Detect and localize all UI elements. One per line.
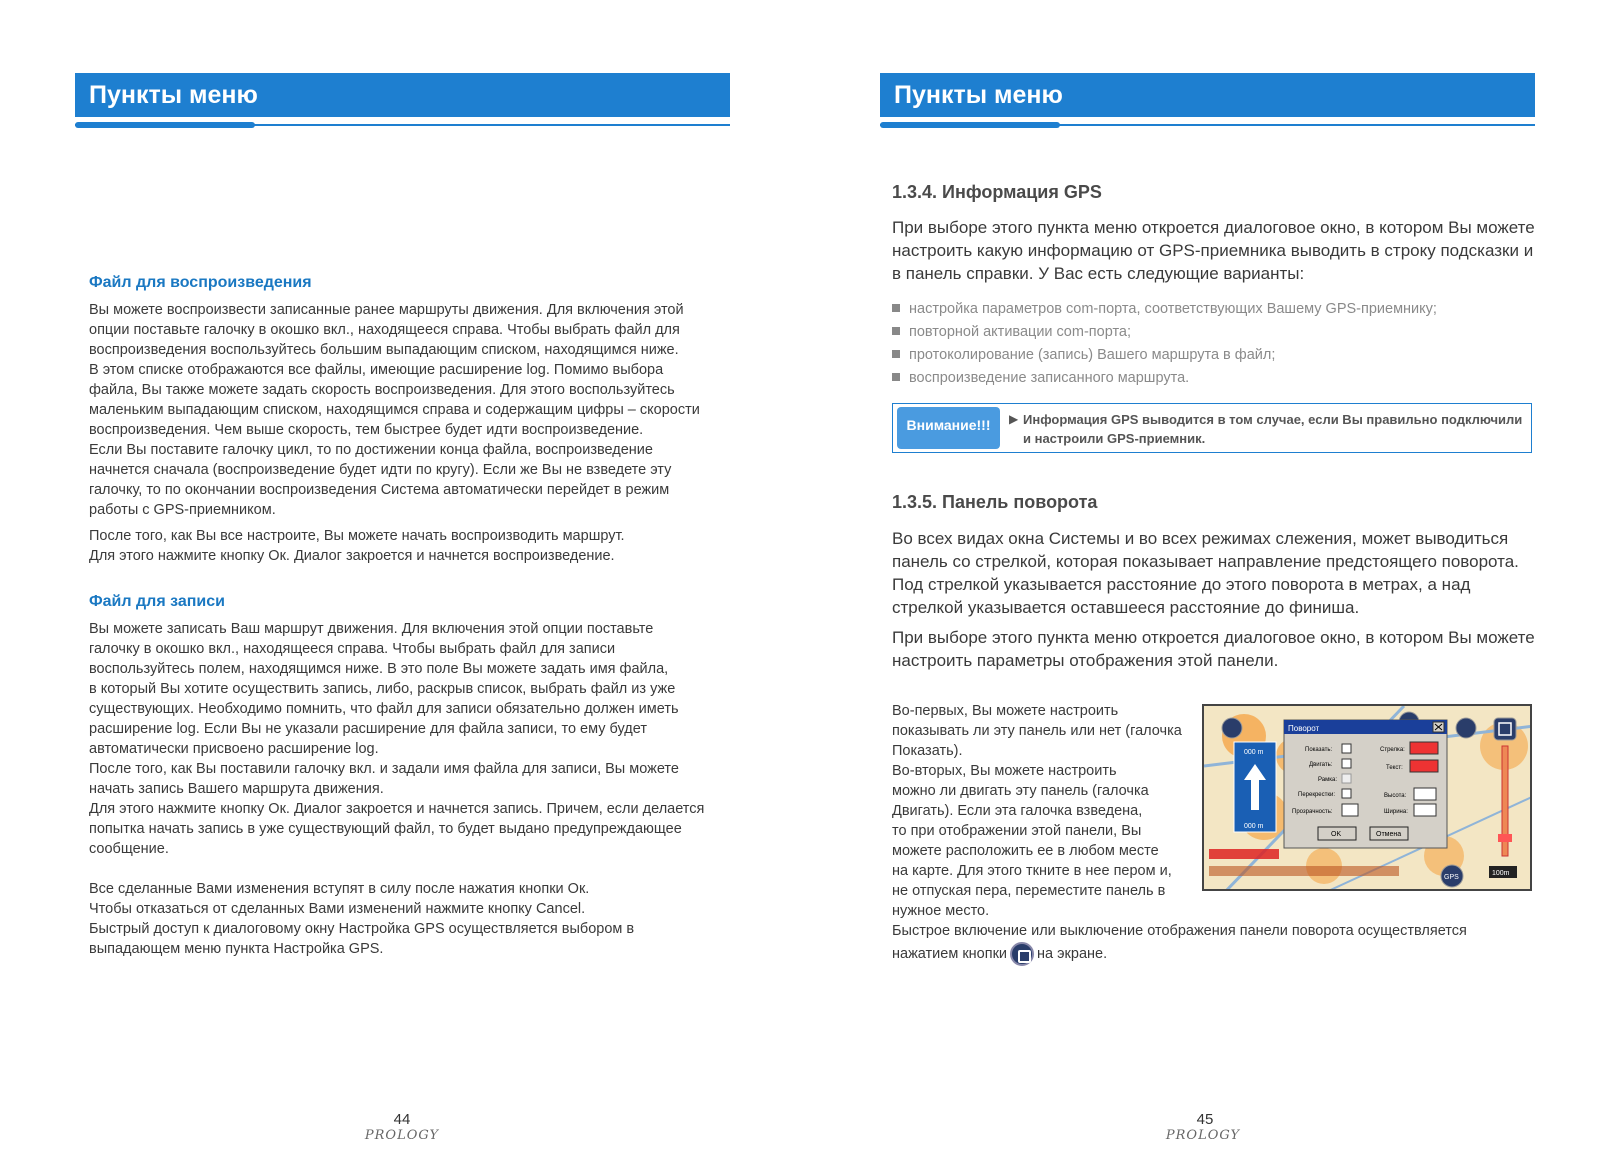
- gps-section-heading: 1.3.4. Информация GPS: [892, 182, 1102, 202]
- bullet-square-icon: [892, 304, 900, 312]
- text-line: можете расположить ее в любом месте: [892, 843, 1159, 859]
- attention-text: Информация GPS выводится в том случае, если Вы правильно подключили и настроили GPS-приемник.: [1023, 412, 1523, 446]
- scale-label: 100m: [1492, 870, 1510, 877]
- text-line: настроить параметры отображения этой панели.: [892, 651, 1279, 670]
- turn-section-heading: 1.3.5. Панель поворота: [892, 492, 1098, 512]
- text-line: Вы можете воспроизвести записанные ранее маршруты движения. Для включения этой: [89, 302, 684, 318]
- text-line: Во-первых, Вы можете настроить: [892, 703, 1119, 719]
- text-line: в который Вы хотите осуществить запись, либо, раскрыв список, выбрать файл из уже: [89, 681, 676, 697]
- list-item: настройка параметров com-порта, соответствующих Вашему GPS-приемнику;: [892, 298, 1532, 321]
- turn-toggle-icon: [1494, 718, 1516, 740]
- paragraph: [89, 526, 739, 566]
- label-show: Показать:: [1305, 747, 1333, 753]
- turn-panel-toggle-icon: [1010, 942, 1034, 966]
- label-width: Ширина:: [1384, 809, 1408, 815]
- text-line: маленьким выпадающим списком, находящимся справа и содержащим цифры – скорости: [89, 402, 700, 418]
- attention-badge: Внимание!!!: [897, 407, 1000, 449]
- label-frame: Рамка:: [1318, 777, 1338, 783]
- header-rule-accent: [75, 122, 255, 128]
- page-header: Пункты меню: [880, 73, 1535, 117]
- map-button-icon: [1456, 718, 1476, 738]
- text-line: В этом списке отображаются все файлы, имеющие расширение log. Помимо выбора: [89, 362, 664, 378]
- text-line: показывать ли эту панель или нет (галочка: [892, 723, 1182, 739]
- brand-logo: PROLOGY: [1165, 1128, 1241, 1143]
- paragraph: [89, 300, 739, 520]
- text-line: воспроизведения. Чем выше скорость, тем быстрее будет идти воспроизведение.: [89, 422, 644, 438]
- label-move: Двигать:: [1309, 762, 1333, 768]
- text-line: При выборе этого пункта меню откроется диалоговое окно, в котором Вы можете: [892, 218, 1535, 237]
- text-line: Все сделанные Вами изменения вступят в силу после нажатия кнопки Ок.: [89, 881, 590, 897]
- section-body-record: [89, 619, 739, 965]
- turn-para-2: [892, 626, 1535, 672]
- header-rule-accent: [880, 122, 1060, 128]
- text-line: Вы можете записать Ваш маршрут движения. Для включения этой опции поставьте: [89, 621, 654, 637]
- text-line: сообщение.: [89, 841, 169, 857]
- text-line: начать запись Вашего маршрута движения.: [89, 781, 384, 797]
- map-illustration: [1204, 706, 1532, 891]
- text-line: Если Вы поставите галочку цикл, то по достижении конца файла, воспроизведение: [89, 442, 653, 458]
- turn-side-text: [892, 701, 1197, 921]
- text-line: в панель справки. У Вас есть следующие варианты:: [892, 264, 1305, 283]
- text-line: Под стрелкой указывается расстояние до этого поворота в метрах, а над: [892, 575, 1471, 594]
- text-line: работы с GPS-приемником.: [89, 502, 276, 518]
- text-line: воспользуйтесь полем, находящимся ниже. В это поле Вы можете задать имя файла,: [89, 661, 669, 677]
- text-line: можно ли двигать эту панель (галочка: [892, 783, 1149, 799]
- text-line: на карте. Для этого ткните в нее пером и,: [892, 863, 1172, 879]
- turn-panel-screenshot: [1202, 704, 1532, 891]
- text-line: Быстрый доступ к диалоговому окну Настройка GPS осуществляется выбором в: [89, 921, 635, 937]
- text-line: не отпуская пера, переместите панель в: [892, 883, 1166, 899]
- text-line: существующих. Необходимо помнить, что файл для записи обязательно должен иметь: [89, 701, 679, 717]
- brand-logo: PROLOGY: [364, 1128, 440, 1143]
- text-line: Во-вторых, Вы можете настроить: [892, 763, 1117, 779]
- arrow-right-icon: ▶: [1009, 412, 1019, 426]
- list-item: воспроизведение записанного маршрута.: [892, 367, 1532, 390]
- paragraph: [89, 879, 739, 959]
- turn-bottom-text: Быстрое включение или выключение отображения панели поворота осуществляется нажатием кнопки на экране.: [892, 920, 1532, 966]
- label-height: Высота:: [1384, 793, 1407, 799]
- text-line: расширение log. Если Вы не указали расширение для файла записи, то ему будет: [89, 721, 647, 737]
- text-line: Для этого нажмите кнопку Ок. Диалог закроется и начнется запись. Причем, если делается: [89, 801, 705, 817]
- section-heading-playback: Файл для воспроизведения: [89, 274, 312, 291]
- text-line: выпадающем меню пункта Настройка GPS.: [89, 941, 384, 957]
- page-number: 45: [1196, 1111, 1214, 1128]
- list-item: повторной активации com-порта;: [892, 321, 1532, 344]
- text-line: Во всех видах окна Системы и во всех режимах слежения, может выводиться: [892, 529, 1509, 548]
- text-line: галочку, то по окончании воспроизведения Система автоматически перейдет в режим: [89, 482, 670, 498]
- distance-top: 000 m: [1244, 749, 1264, 756]
- dialog-title: Поворот: [1288, 724, 1320, 733]
- label-arrow: Стрелка:: [1380, 747, 1405, 753]
- text-line: панель со стрелкой, которая показывает направление предстоящего поворота.: [892, 552, 1519, 571]
- attention-box: [892, 403, 1532, 453]
- text-line: стрелкой указывается оставшееся расстояние до финиша.: [892, 598, 1360, 617]
- text-line: начнется сначала (воспроизведение будет идти по кругу). Если же Вы не взведете эту: [89, 462, 672, 478]
- list-item: протоколирование (запись) Вашего маршрута в файл;: [892, 344, 1532, 367]
- text-line: Для этого нажмите кнопку Ок. Диалог закроется и начнется воспроизведение.: [89, 548, 615, 564]
- turn-para-1: [892, 527, 1532, 619]
- cancel-button: Отмена: [1376, 831, 1402, 838]
- paragraph: [89, 619, 739, 859]
- ok-button: OK: [1331, 831, 1342, 838]
- right-page: [800, 0, 1600, 1175]
- text-line: файла, Вы также можете задать скорость воспроизведения. Для этого воспользуйтесь: [89, 382, 675, 398]
- text-line: попытка начать запись в уже существующий файл, то будет выдано предупреждающее: [89, 821, 682, 837]
- page-header: Пункты меню: [75, 73, 730, 117]
- page-number: 44: [393, 1111, 411, 1128]
- bullet-square-icon: [892, 327, 900, 335]
- text-line: После того, как Вы поставили галочку вкл. и задали имя файла для записи, Вы можете: [89, 761, 679, 777]
- section-body-playback: [89, 300, 739, 572]
- text-line: автоматически присвоено расширение log.: [89, 741, 379, 757]
- label-text: Текст:: [1386, 765, 1403, 771]
- text-line: галочку в окошко вкл., находящееся справа. Чтобы выбрать файл для записи: [89, 641, 616, 657]
- text-line: После того, как Вы все настроите, Вы можете начать воспроизводить маршрут.: [89, 528, 625, 544]
- text-line: Двигать). Если эта галочка взведена,: [892, 803, 1143, 819]
- bullet-square-icon: [892, 373, 900, 381]
- text-line: опции поставьте галочку в окошко вкл., находящееся справа. Чтобы выбрать файл для: [89, 322, 680, 338]
- label-transparency: Прозрачность:: [1292, 809, 1333, 815]
- distance-bottom: 000 m: [1244, 823, 1264, 830]
- section-heading-record: Файл для записи: [89, 593, 225, 610]
- map-button-icon: [1222, 718, 1242, 738]
- text-line: нужное место.: [892, 903, 990, 919]
- bullet-square-icon: [892, 350, 900, 358]
- gps-bullet-list: [892, 298, 1532, 390]
- label-cross: Перекрестки:: [1298, 792, 1336, 798]
- text-line: При выборе этого пункта меню откроется диалоговое окно, в котором Вы можете: [892, 628, 1535, 647]
- text-line: настроить какую информацию от GPS-приемника выводить в строку подсказки и: [892, 241, 1534, 260]
- text-line: то при отображении этой панели, Вы: [892, 823, 1142, 839]
- gps-label: GPS: [1444, 874, 1459, 881]
- text-line: Показать).: [892, 743, 963, 759]
- text-line: Чтобы отказаться от сделанных Вами изменений нажмите кнопку Cancel.: [89, 901, 586, 917]
- gps-intro: [892, 216, 1535, 285]
- text-line: воспроизведения воспользуйтесь большим выпадающим списком, находящимся ниже.: [89, 342, 679, 358]
